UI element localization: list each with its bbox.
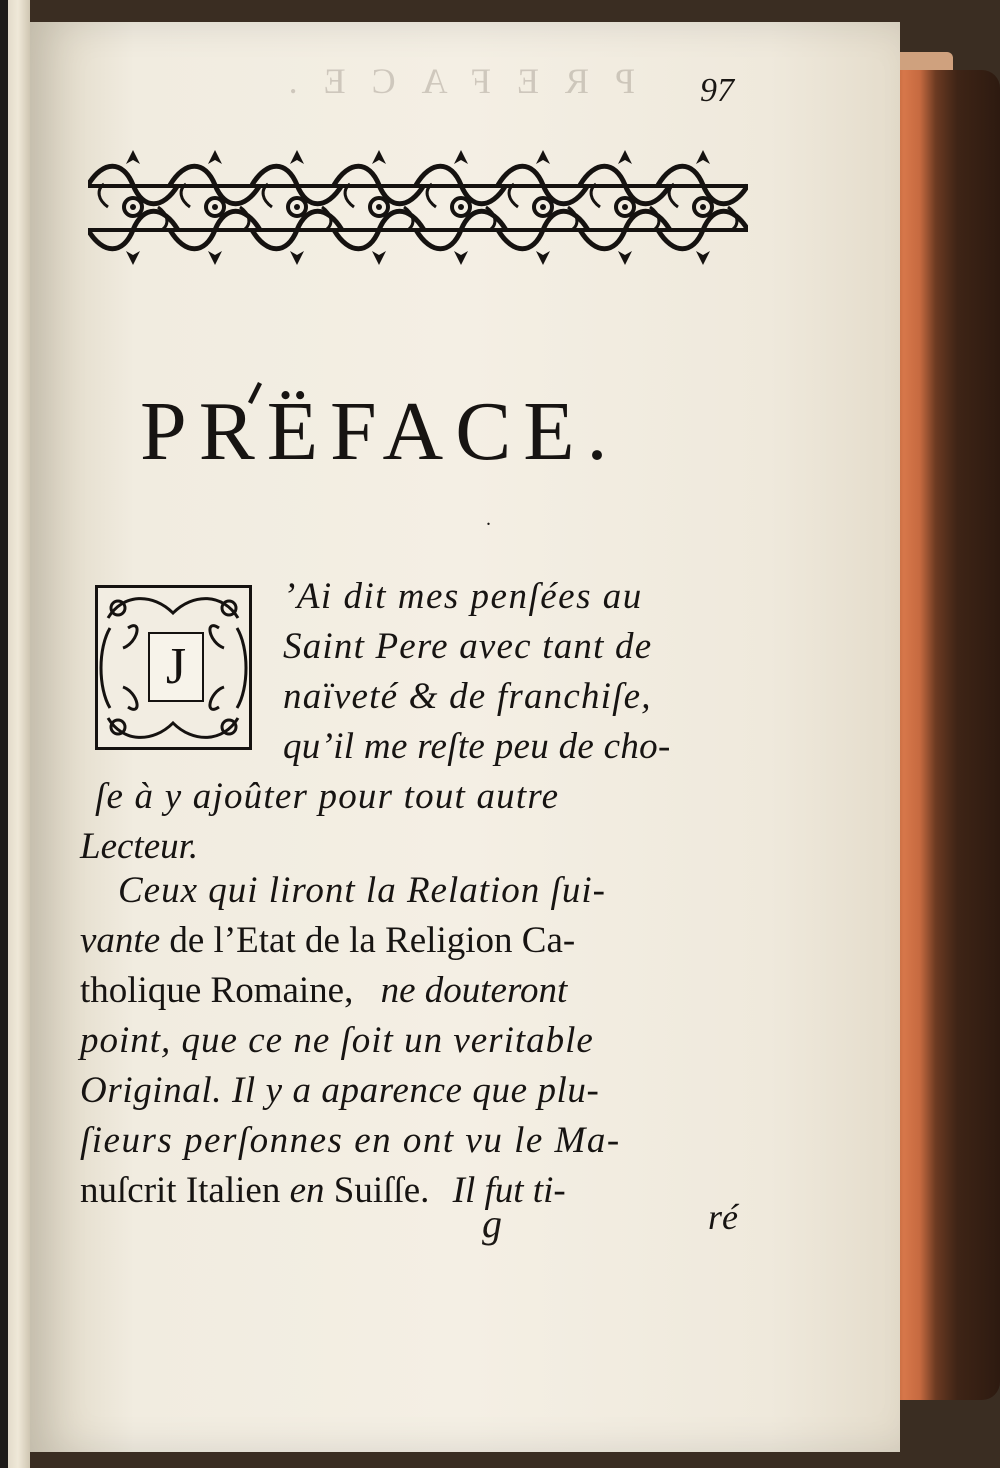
bleed-through-running-head: PREFACE. [262, 61, 635, 101]
text-line: Original. Il y a aparence que plu- [80, 1070, 600, 1111]
text-line [80, 922, 575, 959]
book-fore-edge [893, 70, 1000, 1400]
text-line: ſe à y ajoûter pour tout autre [95, 776, 560, 817]
text-line: Ceux qui liront la Relation ſui- [118, 870, 606, 911]
text-line [80, 972, 567, 1009]
page-title: PRËFACE. [140, 385, 620, 478]
text-line: naïveté & de franchiſe, [283, 676, 652, 717]
text-span: Il fut ti- [452, 1170, 566, 1211]
text-span: vante [80, 920, 161, 961]
catchword: ré [708, 1197, 738, 1237]
text-line: Saint Pere avec tant de [283, 626, 653, 667]
text-line: ſieurs perſonnes en ont vu le Ma- [80, 1120, 621, 1161]
drop-cap-letter: J [148, 632, 204, 702]
text-span: nuſcrit Italien [80, 1170, 281, 1211]
text-span: tholique Romaine, [80, 970, 354, 1011]
text-line: qu’il me reſte peu de cho- [283, 726, 671, 767]
text-line: point, que ce ne ſoit un veritable [80, 1020, 594, 1061]
text-span: ne douteront [380, 970, 568, 1011]
headpiece-ornament [88, 140, 748, 275]
drop-cap-frame [95, 585, 252, 750]
page-number: 97 [700, 72, 734, 109]
text-line: ’Ai dit mes penſées au [283, 576, 643, 617]
facing-page-shadow [0, 0, 8, 1468]
signature-mark: g [482, 1201, 502, 1246]
text-span: de l’Etat de la Religion Ca- [169, 920, 576, 961]
title-dot: . [486, 508, 491, 530]
text-span: Suiſſe. [333, 1170, 430, 1211]
text-line: Lecteur. [80, 826, 199, 867]
text-span: en [289, 1170, 325, 1211]
